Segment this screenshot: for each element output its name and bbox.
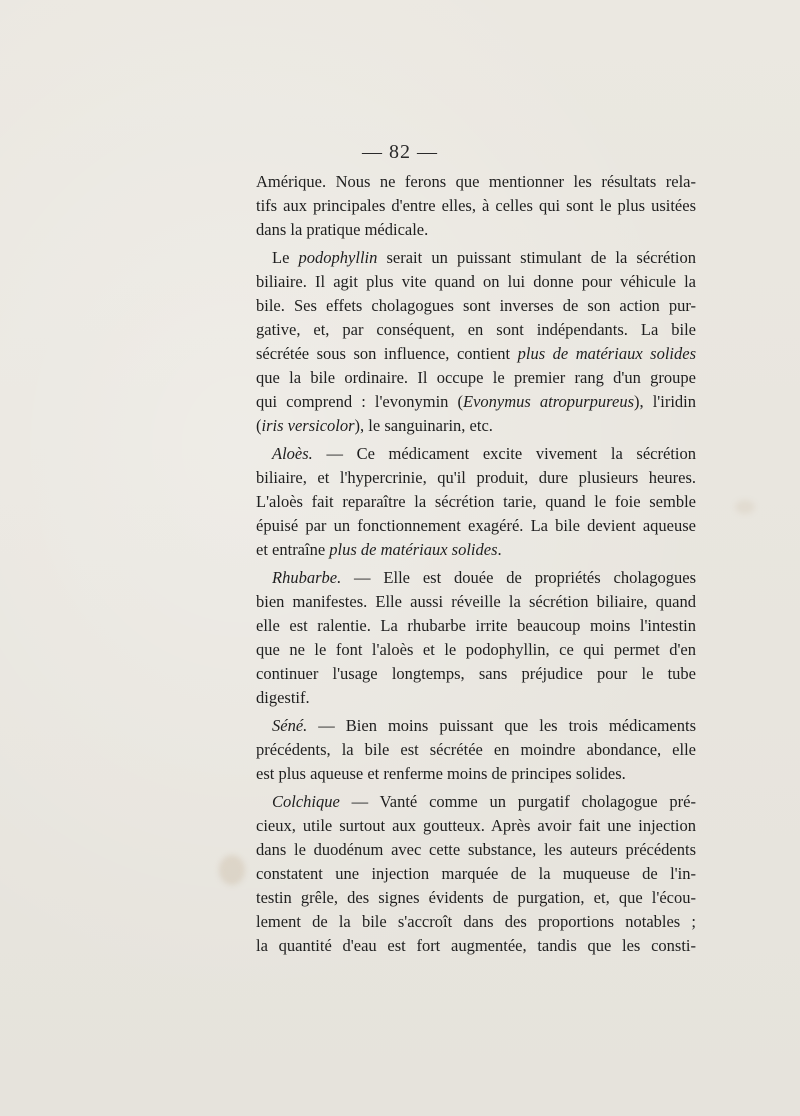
text-line [256, 638, 696, 662]
text-run: biliaire, et l'hypercrinie, qu'il produit, dure plusieurs heures. [256, 468, 696, 487]
text-line [256, 466, 696, 490]
text-run: est plus aqueuse et renferme moins de principes solides. [256, 764, 626, 783]
text-line [256, 590, 696, 614]
text-line [256, 886, 696, 910]
text-run: la quantité d'eau est fort augmentée, tandis que les consti- [256, 936, 696, 955]
text-run: ), l'iridin [634, 392, 696, 411]
text-line [256, 414, 696, 438]
text-run: dans le duodénum avec cette substance, les auteurs précédents [256, 840, 696, 859]
text-run: et entraîne [256, 540, 330, 559]
text-line [256, 910, 696, 934]
text-run: bile. Ses effets cholagogues sont inverses de son action pur- [256, 296, 696, 315]
text-run: sécrétée sous son influence, contient [256, 344, 518, 363]
text-run: bien manifestes. Elle aussi réveille la sécrétion biliaire, quand [256, 592, 696, 611]
text-line [256, 170, 696, 194]
text-run: testin grêle, des signes évidents de purgation, et, que l'écou- [256, 888, 696, 907]
text-line [256, 366, 696, 390]
text-run: L'aloès fait reparaître la sécrétion tarie, quand le foie semble [256, 492, 696, 511]
text-line [256, 934, 696, 958]
text-run: — Ce médicament excite vivement la sécrétion [312, 444, 696, 463]
text-run: ( [256, 416, 262, 435]
text-line [256, 538, 696, 562]
paragraph [256, 170, 696, 242]
text-line [256, 390, 696, 414]
paper-stain [735, 500, 755, 514]
paragraph [256, 442, 696, 562]
text-run: elle est ralentie. La rhubarbe irrite beaucoup moins l'intestin [256, 616, 696, 635]
text-line [256, 838, 696, 862]
italic-text: plus de matériaux solides [329, 540, 498, 559]
text-line [256, 246, 696, 270]
text-run: biliaire. Il agit plus vite quand on lui donne pour véhicule la [256, 272, 696, 291]
text-line [256, 490, 696, 514]
body-text [256, 170, 696, 958]
text-line [256, 662, 696, 686]
text-run: que la bile ordinaire. Il occupe le premier rang d'un groupe [256, 368, 696, 387]
text-line [256, 738, 696, 762]
text-line [256, 194, 696, 218]
text-run: dans la pratique médicale. [256, 220, 429, 239]
text-line [256, 514, 696, 538]
text-line [256, 714, 696, 738]
text-run: lement de la bile s'accroît dans des proportions notables ; [256, 912, 696, 931]
text-run: continuer l'usage longtemps, sans préjudice pour le tube [256, 664, 696, 683]
text-run: . [497, 540, 502, 559]
italic-text: plus de matériaux solides [517, 344, 696, 363]
text-run: — Vanté comme un purgatif cholagogue pré- [339, 792, 696, 811]
text-run: gative, et, par conséquent, en sont indépendants. La bile [256, 320, 696, 339]
paragraph [256, 566, 696, 710]
text-run: ), le sanguinarin, etc. [354, 416, 493, 435]
italic-text: iris versicolor [261, 416, 355, 435]
text-line [256, 614, 696, 638]
text-run: constatent une injection marquée de la muqueuse de l'in- [256, 864, 696, 883]
text-run: — Elle est douée de propriétés cholagogues [341, 568, 696, 587]
text-line [256, 686, 696, 710]
text-run: tifs aux principales d'entre elles, à celles qui sont le plus usitées [256, 196, 696, 215]
text-line [256, 862, 696, 886]
text-line [256, 442, 696, 466]
text-line [256, 814, 696, 838]
text-run: Amérique. Nous ne ferons que mentionner les résultats rela- [256, 172, 696, 191]
italic-text: podophyllin [298, 248, 378, 267]
text-line [256, 342, 696, 366]
text-run: Le [272, 248, 299, 267]
text-line [256, 318, 696, 342]
text-run: serait un puissant stimulant de la sécrétion [377, 248, 696, 267]
italic-text: Aloès. [272, 444, 313, 463]
text-run: que ne le font l'aloès et le podophyllin, ce qui permet d'en [256, 640, 696, 659]
paragraph [256, 714, 696, 786]
text-run: précédents, la bile est sécrétée en moindre abondance, elle [256, 740, 696, 759]
text-line [256, 270, 696, 294]
text-line [256, 762, 696, 786]
text-run: digestif. [256, 688, 310, 707]
page-number: — 82 — [362, 141, 438, 163]
text-run: qui comprend : l'evonymin ( [256, 392, 463, 411]
text-run: cieux, utile surtout aux goutteux. Après avoir fait une injection [256, 816, 696, 835]
italic-text: Séné. [272, 716, 308, 735]
text-run: épuisé par un fonctionnement exagéré. La bile devient aqueuse [256, 516, 696, 535]
paragraph [256, 246, 696, 438]
text-line [256, 218, 696, 242]
italic-text: Evonymus atropurpureus [462, 392, 634, 411]
paper-stain [219, 855, 245, 885]
italic-text: Colchique [272, 792, 340, 811]
paragraph [256, 790, 696, 958]
text-line [256, 790, 696, 814]
italic-text: Rhubarbe. [272, 568, 342, 587]
text-line [256, 566, 696, 590]
text-line [256, 294, 696, 318]
text-run: — Bien moins puissant que les trois médicaments [307, 716, 696, 735]
